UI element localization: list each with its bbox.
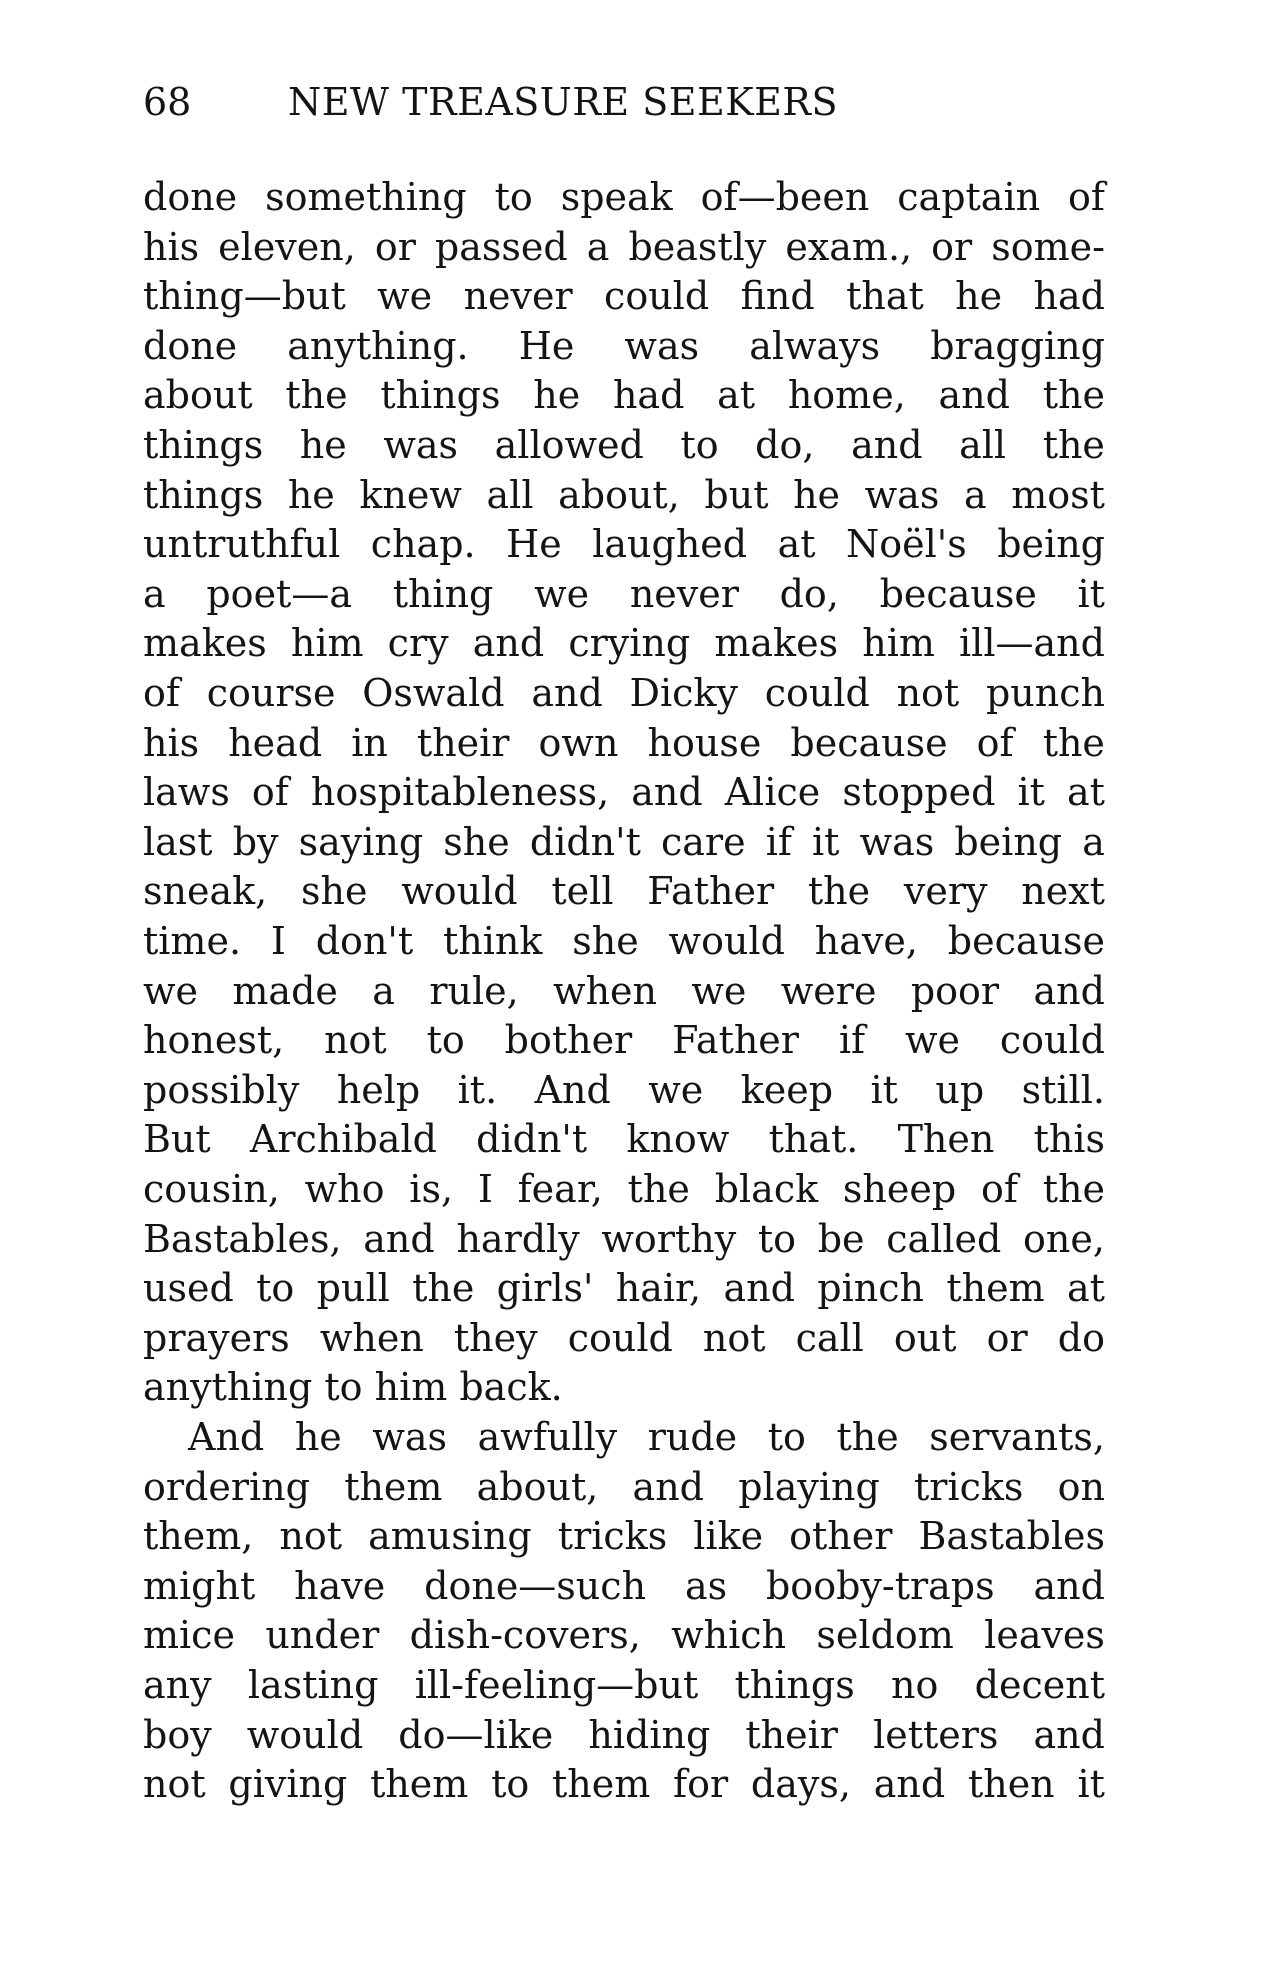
word: things [143,423,264,467]
word: which [671,1613,787,1658]
word: a [372,968,395,1013]
word: other [789,1514,893,1559]
word: to [680,423,719,467]
word: because [790,720,948,765]
word: rude [647,1415,738,1459]
word: is, [409,1167,454,1211]
word: he [287,472,335,517]
word: dish-covers, [409,1613,641,1658]
word: not [324,1018,387,1063]
word: about, [476,1464,599,1509]
word: a [586,224,610,269]
word: amusing [368,1514,532,1559]
word: of [143,671,180,715]
word: own [538,720,619,765]
word: booby-traps [765,1563,995,1608]
text-line [143,1114,1105,1164]
word: and [851,423,923,467]
word: a [1082,819,1105,864]
word: might [143,1563,256,1608]
word: some- [991,224,1105,269]
text-line [143,172,1105,222]
word: tricks [913,1464,1024,1509]
word: called [886,1216,1002,1261]
word: and [1033,1712,1105,1757]
word: Noël's [846,522,967,567]
word: be [817,1216,865,1261]
word: bragging [930,323,1105,368]
word: used [143,1266,234,1311]
word: anything. [287,323,469,368]
word: black [714,1167,819,1211]
word: servants, [929,1415,1105,1459]
word: at [717,373,756,418]
word: the [1042,373,1105,418]
word: laughed [592,522,748,567]
word: of [1068,175,1105,219]
text-line [143,1164,1105,1214]
word: his [143,720,200,765]
word: their [416,720,510,765]
word: Father [647,869,775,914]
word: most [1011,472,1105,517]
text-line [143,618,1105,668]
word: this [1033,1117,1105,1162]
word: passed [434,224,568,269]
word: they [453,1315,538,1360]
text-line [143,1263,1105,1313]
word: we [377,274,433,319]
word: at [1066,770,1105,815]
word: the [412,1266,475,1311]
word: and [723,1266,795,1311]
word: she [301,869,368,914]
word: He [506,522,562,567]
word: do—like [398,1712,554,1757]
word: and [938,373,1010,418]
word: the [627,1167,690,1211]
word: he [294,1415,342,1459]
text-line [143,1561,1105,1611]
text-line [143,1313,1105,1363]
word: stopped [842,770,996,815]
word: care [660,819,746,864]
word: letters [873,1712,999,1757]
word: it [1077,571,1105,616]
word: we [143,968,199,1013]
word: them [946,1266,1045,1311]
word: it [1077,1762,1105,1807]
word: punch [985,671,1105,715]
word: was [383,423,459,467]
word: chap. [370,522,476,567]
word: think [442,919,543,963]
word: to [767,1415,806,1459]
word: at [777,522,816,567]
word: eleven, [218,224,356,269]
word: and [632,1464,705,1509]
word: next [1021,869,1105,914]
text-line [143,1511,1105,1561]
word: made [232,968,338,1013]
word: captain [897,175,1041,219]
word: it [1017,770,1045,815]
word: He [518,323,575,368]
text-line [143,370,1105,420]
word: keep [740,1067,834,1112]
word: things [143,472,264,517]
word: never [463,274,573,319]
word: a [143,571,166,616]
word: boy [143,1712,212,1757]
word: could [567,1315,673,1360]
word: he [793,472,841,517]
word: bother [504,1018,633,1063]
word: at [1066,1266,1105,1311]
word: time. [143,919,242,963]
word: Then [897,1117,995,1162]
word: because [947,919,1105,963]
word: but [704,472,769,517]
word: were [780,968,877,1013]
word: of [976,720,1014,765]
word: his [143,224,200,269]
word: had [612,373,685,418]
word: had [1033,274,1105,319]
word: to [256,1266,295,1311]
word: and [873,1762,946,1807]
text-line [143,519,1105,569]
text-line [143,222,1105,272]
word: prayers [143,1315,290,1360]
text-line [143,321,1105,371]
word: them, [143,1514,254,1559]
word: Oswald [362,671,505,715]
word: of [980,1167,1018,1211]
text-line [143,1214,1105,1264]
word: in [351,720,388,765]
word: lasting [247,1663,379,1707]
word: if [765,819,792,864]
word: to [494,175,533,219]
word: beastly [628,224,767,269]
word: them [552,1762,651,1807]
word: who [304,1167,385,1211]
word: have [294,1563,386,1608]
word: them [344,1464,443,1509]
word: playing [738,1464,880,1509]
word: very [903,869,988,914]
word: didn't [476,1117,588,1162]
word: hospitableness, [310,770,610,815]
word: things [734,1663,855,1707]
word: pull [316,1266,390,1311]
word: tell [551,869,614,914]
text-line [143,470,1105,520]
word: speak [560,175,673,219]
word: Archibald [249,1117,437,1162]
word: no [891,1663,939,1707]
text-line [143,1610,1105,1660]
word: do, [755,423,815,467]
word: fear, [517,1167,603,1211]
word: tricks [557,1514,668,1559]
word: thing [392,571,494,616]
word: honest, [143,1018,285,1063]
word: the [1042,423,1105,467]
word: about, [558,472,680,517]
word: crying [568,621,691,666]
word: thing—but [143,274,346,319]
word: ordering [143,1464,310,1509]
word: not [896,671,960,715]
word: it [870,1067,898,1112]
word: things [380,373,501,418]
text-line [143,1759,1105,1809]
word: the [807,869,871,914]
word: and [472,621,545,666]
word: could [999,1018,1105,1063]
text-line [143,916,1105,966]
word: was [859,819,935,864]
word: And [534,1067,611,1112]
word: being [997,522,1105,567]
text-line [143,1710,1105,1760]
word: them [370,1762,469,1807]
word: And [188,1415,265,1459]
word: awfully [477,1415,618,1459]
word: I [270,919,286,963]
word: always [749,323,881,368]
word: done—such [424,1563,647,1608]
text-line [143,718,1105,768]
word: untruthful [143,522,341,567]
word: help [336,1067,421,1112]
word: house [647,720,762,765]
page-header [143,72,1103,132]
running-title: NEW TREASURE SEEKERS [288,80,839,124]
word: Dicky [629,671,738,715]
word: do [1057,1315,1105,1360]
word: hair, [615,1266,702,1311]
word: all [486,472,534,517]
word: sheep [842,1167,957,1211]
word: he [299,423,347,467]
word: that [846,274,924,319]
word: still. [1021,1067,1105,1112]
word: we [904,1018,960,1063]
page-number: 68 [143,80,192,124]
word: not [702,1315,766,1360]
word: was [864,472,940,517]
word: all [959,423,1007,467]
word: saying [298,819,424,864]
word: any [143,1663,212,1707]
word: I [477,1167,493,1211]
word: call [795,1315,864,1360]
word: ill—and [959,621,1105,666]
word: the [1042,720,1105,765]
word: something [265,175,467,219]
word: we [648,1067,704,1112]
word: up [935,1067,985,1112]
word: rule, [429,968,519,1013]
word: of—been [700,175,870,219]
word: we [534,571,590,616]
word: knew [359,472,462,517]
word: possibly [143,1067,300,1112]
word: decent [974,1663,1105,1707]
word: days, [750,1762,851,1807]
word: would [246,1712,364,1757]
word: like [693,1514,764,1559]
word: and [531,671,603,715]
word: of [251,770,289,815]
word: to [426,1018,465,1063]
word: could [604,274,710,319]
word: Father [672,1018,799,1063]
word: their [745,1712,838,1757]
word: done [143,175,238,219]
word: when [319,1315,424,1360]
word: home, [787,373,906,418]
word: or [374,224,416,269]
word: poet—a [206,571,352,616]
word: could [764,671,870,715]
word: being [954,819,1063,864]
word: find [740,274,815,319]
word: the [1042,1167,1105,1211]
word: mice [143,1613,235,1658]
word: for [673,1762,729,1807]
word: if [838,1018,866,1063]
text-line [143,1015,1105,1065]
word: the [836,1415,899,1459]
word: he [533,373,581,418]
text-line [143,817,1105,867]
word: have, [814,919,918,963]
word: and [631,770,703,815]
word: as [684,1563,728,1608]
word: and [1033,1563,1105,1608]
word: cousin, [143,1167,280,1211]
text-line: anything to him back. [143,1365,563,1410]
word: and [363,1216,435,1261]
word: would [668,919,785,963]
text-line [143,767,1105,817]
word: we [691,968,747,1013]
word: or [986,1315,1028,1360]
word: to [757,1216,797,1261]
text-line [143,1660,1105,1710]
word: pinch [817,1266,924,1311]
word: by [232,819,279,864]
word: was [624,323,700,368]
word: was [372,1415,448,1459]
word: not [279,1514,343,1559]
word: when [553,968,658,1013]
text-line [143,866,1105,916]
word: didn't [529,819,641,864]
word: know [626,1117,730,1162]
word: laws [143,770,230,815]
word: hiding [588,1712,711,1757]
word: or [931,224,973,269]
word: do, [779,571,839,616]
word: she [443,819,510,864]
word: he [955,274,1003,319]
word: last [143,819,213,864]
word: then [967,1762,1055,1807]
word: she [572,919,639,963]
word: never [629,571,739,616]
word: out [893,1315,957,1360]
word: allowed [494,423,644,467]
word: don't [315,919,414,963]
word: not [143,1762,206,1807]
word: and [1033,968,1105,1013]
word: course [206,671,336,715]
word: hardly [456,1216,580,1261]
word: But [143,1117,211,1162]
word: poor [910,968,1000,1013]
word: giving [228,1762,348,1807]
word: exam., [785,224,913,269]
text-line [143,668,1105,718]
word: would [401,869,518,914]
text-line [143,966,1105,1016]
word: Bastables, [143,1216,342,1261]
text-line [188,1412,1105,1462]
word: makes [714,621,839,666]
word: it [812,819,840,864]
word: worthy [601,1216,737,1261]
word: ill-feeling—but [414,1663,699,1707]
word: head [228,720,323,765]
word: because [879,571,1037,616]
word: cry [387,621,449,666]
word: leaves [984,1613,1105,1658]
word: that. [768,1117,859,1162]
word: on [1057,1464,1105,1509]
word: to [491,1762,530,1807]
word: under [265,1613,380,1658]
word: seldom [816,1613,954,1658]
word: him [290,621,364,666]
word: done [143,323,238,368]
text-line [143,569,1105,619]
text-line [143,1462,1105,1512]
word: makes [143,621,267,666]
word: girls' [496,1266,594,1311]
word: one, [1023,1216,1105,1261]
text-line [143,1065,1105,1115]
word: about [143,373,253,418]
word: a [963,472,987,517]
word: the [285,373,348,418]
word: sneak, [143,869,268,914]
word: him [862,621,935,666]
word: it. [457,1067,498,1112]
word: Alice [724,770,821,815]
word: Bastables [918,1514,1105,1559]
text-line [143,271,1105,321]
text-line [143,420,1105,470]
